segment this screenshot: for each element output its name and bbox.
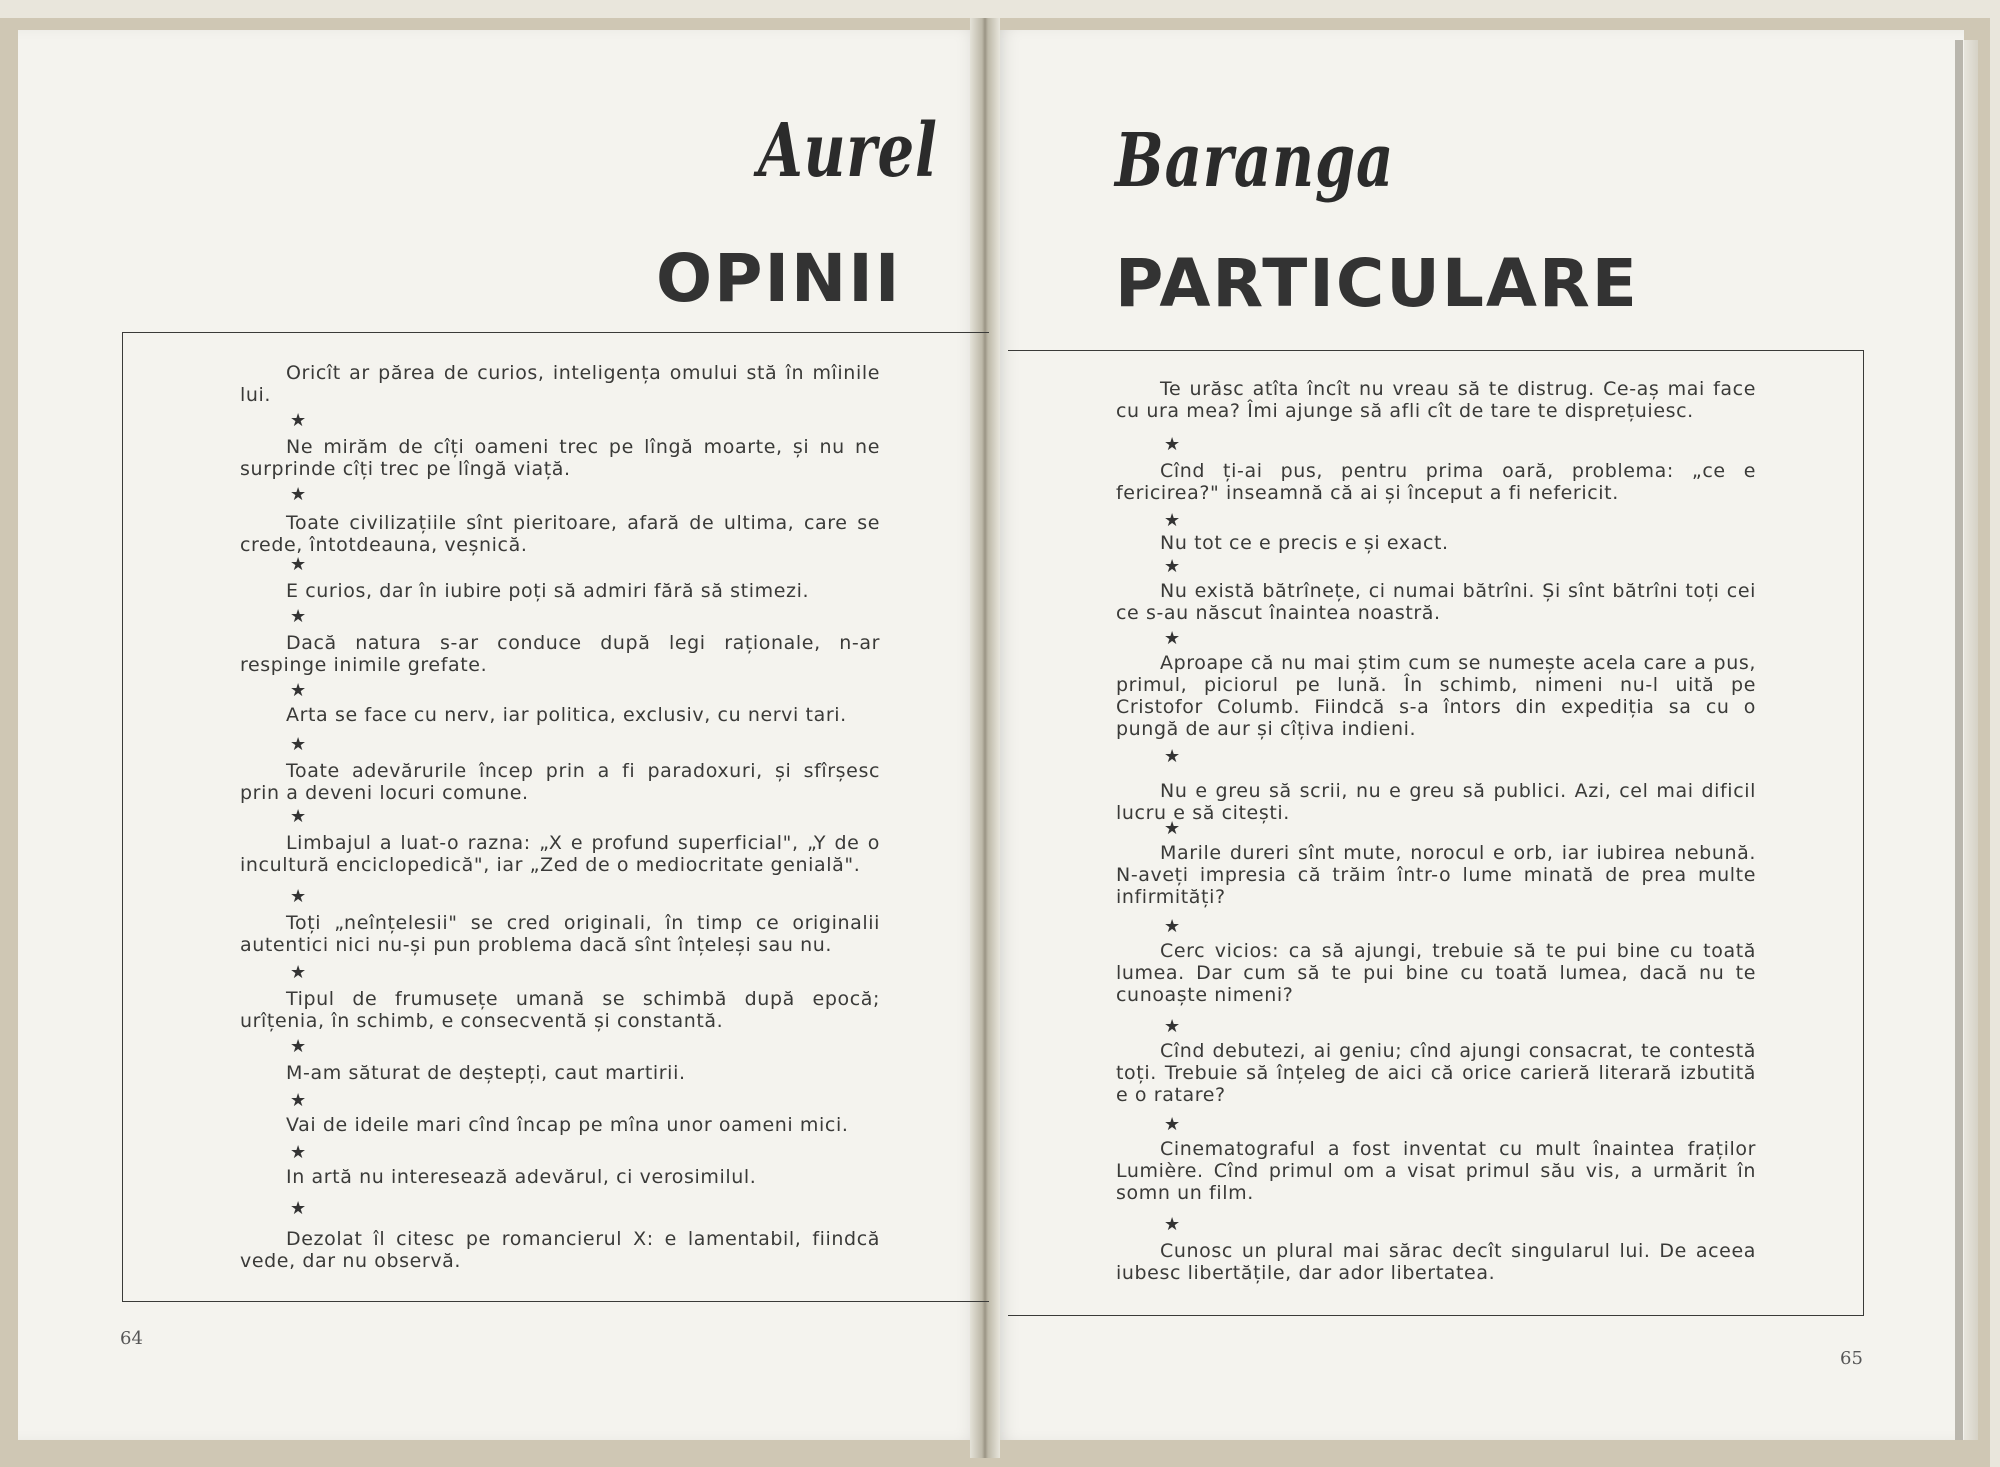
- left-aphorism: Arta se face cu nerv, iar politica, exclusiv, cu nervi tari.: [286, 704, 847, 726]
- page-edge: [1955, 40, 1963, 1440]
- title-word-right: PARTICULARE: [1115, 245, 1639, 322]
- left-aphorism: E curios, dar în iubire poți să admiri fără să stimezi.: [286, 580, 810, 602]
- star-separator-icon: ★: [290, 554, 307, 575]
- star-separator-icon: ★: [290, 606, 307, 627]
- title-word-left: OPINII: [656, 240, 902, 317]
- star-separator-icon: ★: [1164, 1016, 1181, 1037]
- star-separator-icon: ★: [1164, 556, 1181, 577]
- star-separator-icon: ★: [1164, 1214, 1181, 1235]
- right-aphorism: Nu tot ce e precis e și exact.: [1160, 532, 1449, 554]
- page-edge-outer: [1964, 40, 1978, 1440]
- star-separator-icon: ★: [290, 962, 307, 983]
- left-aphorism: Oricît ar părea de curios, inteligența omului stă în mîinile lui.: [240, 362, 880, 406]
- star-separator-icon: ★: [1164, 510, 1181, 531]
- right-aphorism: Cunosc un plural mai sărac decît singularul lui. De aceea iubesc libertățile, dar ador libertatea.: [1116, 1240, 1756, 1284]
- right-aphorism: Cînd ți-ai pus, pentru prima oară, problema: „ce e fericirea?" inseamnă că ai și început a fi nefericit.: [1116, 460, 1756, 504]
- left-aphorism: Ne mirăm de cîți oameni trec pe lîngă moarte, și nu ne surprinde cîți trec pe lîngă viață.: [240, 436, 880, 480]
- star-separator-icon: ★: [1164, 628, 1181, 649]
- left-aphorism: Toate adevărurile încep prin a fi paradoxuri, și sfîrșesc prin a deveni locuri comune.: [240, 760, 880, 804]
- star-separator-icon: ★: [290, 1142, 307, 1163]
- right-aphorism: Cerc vicios: ca să ajungi, trebuie să te pui bine cu toată lumea. Dar cum să te pui bine cu toată lumea, dacă nu te cunoaște nimeni?: [1116, 940, 1756, 1006]
- right-aphorism: Cinematograful a fost inventat cu mult înaintea fraților Lumière. Cînd primul om a visat primul său vis, a urmărit în somn un film.: [1116, 1138, 1756, 1204]
- page-number-left: 64: [120, 1328, 143, 1349]
- star-separator-icon: ★: [290, 410, 307, 431]
- star-separator-icon: ★: [1164, 818, 1181, 839]
- star-separator-icon: ★: [290, 806, 307, 827]
- right-aphorism: Marile dureri sînt mute, norocul e orb, iar iubirea nebună. N-aveți impresia că trăim într-o lume minată de prea multe infirmități?: [1116, 842, 1756, 908]
- star-separator-icon: ★: [1164, 746, 1181, 767]
- star-separator-icon: ★: [1164, 1114, 1181, 1135]
- right-aphorism: Aproape că nu mai știm cum se numește acela care a pus, primul, piciorul pe lună. În schimb, nimeni nu-l uită pe Cristofor Columb. Fiindcă s-a întors din expediția sa cu o pungă de aur și cîțiva indieni.: [1116, 652, 1756, 740]
- left-aphorism: M-am săturat de deștepți, caut martirii.: [286, 1062, 686, 1084]
- left-aphorism: Toți „neînțelesii" se cred originali, în timp ce originalii autentici nici nu-și pun problema dacă sînt înțeleși sau nu.: [240, 912, 880, 956]
- star-separator-icon: ★: [290, 484, 307, 505]
- left-aphorism: In artă nu interesează adevărul, ci verosimilul.: [286, 1166, 757, 1188]
- star-separator-icon: ★: [1164, 434, 1181, 455]
- star-separator-icon: ★: [290, 1090, 307, 1111]
- left-aphorism: Tipul de frumusețe umană se schimbă după epocă; urîțenia, în schimb, e consecventă și constantă.: [240, 988, 880, 1032]
- star-separator-icon: ★: [290, 1036, 307, 1057]
- page-number-right: 65: [1840, 1348, 1863, 1369]
- left-aphorism: Vai de ideile mari cînd încap pe mîna unor oameni mici.: [286, 1114, 849, 1136]
- left-aphorism: Dacă natura s-ar conduce după legi raționale, n-ar respinge inimile grefate.: [240, 632, 880, 676]
- left-aphorism: Limbajul a luat-o razna: „X e profund superficial", „Y de o incultură enciclopedică", iar „Zed de o mediocritate genială".: [240, 832, 880, 876]
- star-separator-icon: ★: [290, 1198, 307, 1219]
- author-first-name: Aurel: [758, 108, 938, 194]
- right-aphorism: Cînd debutezi, ai geniu; cînd ajungi consacrat, te contestă toți. Trebuie să înțeleg de aici că orice carieră literară izbutită e o ratare?: [1116, 1040, 1756, 1106]
- star-separator-icon: ★: [290, 734, 307, 755]
- author-last-name: Baranga: [1115, 118, 1395, 204]
- left-aphorism: Toate civilizațiile sînt pieritoare, afară de ultima, care se crede, întotdeauna, veșnică.: [240, 512, 880, 556]
- right-aphorism: Nu există bătrînețe, ci numai bătrîni. Și sînt bătrîni toți cei ce s-au născut înaintea noastră.: [1116, 580, 1756, 624]
- right-aphorism: Nu e greu să scrii, nu e greu să publici. Azi, cel mai dificil lucru e să citești.: [1116, 780, 1756, 824]
- right-aphorism: Te urăsc atîta încît nu vreau să te distrug. Ce-aș mai face cu ura mea? Îmi ajunge să afli cît de tare te disprețuiesc.: [1116, 378, 1756, 422]
- left-aphorism: Dezolat îl citesc pe romancierul X: e lamentabil, fiindcă vede, dar nu observă.: [240, 1228, 880, 1272]
- star-separator-icon: ★: [290, 886, 307, 907]
- star-separator-icon: ★: [290, 680, 307, 701]
- star-separator-icon: ★: [1164, 916, 1181, 937]
